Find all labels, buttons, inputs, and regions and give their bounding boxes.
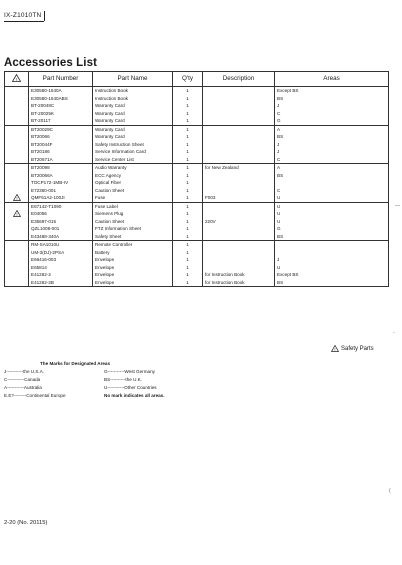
quantity-cell: 1 bbox=[173, 202, 203, 210]
areas-cell: G bbox=[275, 225, 389, 233]
safety-cell bbox=[5, 225, 29, 233]
column-header: Description bbox=[203, 72, 275, 87]
description-cell: F003 bbox=[203, 194, 275, 202]
part-number-cell: E30580-1540ABS bbox=[29, 95, 93, 103]
areas-cell: BS bbox=[275, 95, 389, 103]
part-name-cell: Warranty Card bbox=[93, 110, 173, 118]
mark-right: BS----------the U.K. bbox=[104, 377, 143, 382]
safety-cell bbox=[5, 110, 29, 118]
page-footer: 2-20 (No. 20115) bbox=[4, 520, 48, 526]
quantity-cell: 1 bbox=[173, 264, 203, 272]
description-cell bbox=[203, 241, 275, 249]
table-row bbox=[5, 133, 389, 141]
svg-text:!: ! bbox=[15, 196, 18, 202]
safety-cell bbox=[5, 156, 29, 164]
part-number-cell: QMF51A2-100JI bbox=[29, 194, 93, 202]
description-cell bbox=[203, 264, 275, 272]
part-number-cell: E41262-2B bbox=[29, 279, 93, 287]
table-row bbox=[5, 225, 389, 233]
areas-cell bbox=[275, 241, 389, 249]
part-number-cell: E65814 bbox=[29, 264, 93, 272]
part-name-cell: Service Information Card bbox=[93, 148, 173, 156]
safety-cell bbox=[5, 264, 29, 272]
table-row bbox=[5, 218, 389, 226]
description-cell: for New Zealand bbox=[203, 164, 275, 172]
safety-cell bbox=[5, 117, 29, 125]
part-number-cell: E35697-015 bbox=[29, 218, 93, 226]
description-cell bbox=[203, 156, 275, 164]
safety-cell bbox=[5, 102, 29, 110]
warning-triangle-icon bbox=[12, 74, 21, 82]
part-name-cell: Instruction Book bbox=[93, 87, 173, 95]
part-number-cell: E43488-340A bbox=[29, 233, 93, 241]
quantity-cell: 1 bbox=[173, 233, 203, 241]
safety-triangle-icon bbox=[13, 210, 21, 217]
quantity-cell: 1 bbox=[173, 125, 203, 133]
safety-cell bbox=[5, 164, 29, 172]
quantity-cell: 1 bbox=[173, 179, 203, 187]
description-cell bbox=[203, 187, 275, 195]
quantity-cell: 1 bbox=[173, 117, 203, 125]
table-row bbox=[5, 102, 389, 110]
quantity-cell: 1 bbox=[173, 256, 203, 264]
description-cell bbox=[203, 95, 275, 103]
areas-cell: A bbox=[275, 125, 389, 133]
safety-cell bbox=[5, 271, 29, 279]
part-number-cell: BT20044F bbox=[29, 141, 93, 149]
areas-cell: U bbox=[275, 210, 389, 218]
areas-cell: BS bbox=[275, 133, 389, 141]
areas-cell: J bbox=[275, 141, 389, 149]
description-cell bbox=[203, 179, 275, 187]
safety-parts-label: Safety Parts bbox=[341, 346, 374, 353]
safety-cell bbox=[5, 125, 29, 133]
areas-cell bbox=[275, 179, 389, 187]
part-name-cell: FTZ Information Sheet bbox=[93, 225, 173, 233]
margin-mark: ( bbox=[389, 488, 391, 494]
table-row bbox=[5, 125, 389, 133]
column-header: Part Number bbox=[29, 72, 93, 87]
safety-cell bbox=[5, 87, 29, 95]
part-number-cell: BT20066 bbox=[29, 133, 93, 141]
quantity-cell: 1 bbox=[173, 279, 203, 287]
part-name-cell: Caution Sheet bbox=[93, 218, 173, 226]
table-row bbox=[5, 264, 389, 272]
areas-cell: G bbox=[275, 117, 389, 125]
safety-cell bbox=[5, 210, 29, 218]
description-cell bbox=[203, 133, 275, 141]
quantity-cell: 1 bbox=[173, 148, 203, 156]
mark-left: E.E?--------Continental Europe bbox=[4, 393, 66, 398]
safety-cell bbox=[5, 241, 29, 249]
part-name-cell: Envelope bbox=[93, 264, 173, 272]
part-number-cell: BT-20025K bbox=[29, 110, 93, 118]
margin-mark: — bbox=[395, 203, 400, 209]
areas-cell bbox=[275, 249, 389, 257]
quantity-cell: 1 bbox=[173, 225, 203, 233]
table-row bbox=[5, 194, 389, 202]
description-cell bbox=[203, 172, 275, 180]
model-number: IX-Z1010TN bbox=[4, 12, 42, 19]
description-cell: for Instruction Book bbox=[203, 279, 275, 287]
areas-cell: J bbox=[275, 102, 389, 110]
description-cell: for Instruction Book bbox=[203, 271, 275, 279]
table-row bbox=[5, 110, 389, 118]
safety-cell bbox=[5, 233, 29, 241]
warning-triangle-icon bbox=[331, 345, 339, 352]
areas-cell: J bbox=[275, 256, 389, 264]
table-row bbox=[5, 279, 389, 287]
table-row bbox=[5, 95, 389, 103]
areas-cell: U bbox=[275, 264, 389, 272]
safety-cell bbox=[5, 141, 29, 149]
margin-mark: - bbox=[393, 330, 395, 336]
safety-cell bbox=[5, 249, 29, 257]
table-row bbox=[5, 141, 389, 149]
part-number-cell: E66416-003 bbox=[29, 256, 93, 264]
table-row bbox=[5, 148, 389, 156]
part-name-cell: Warranty Card bbox=[93, 117, 173, 125]
description-cell bbox=[203, 225, 275, 233]
part-number-cell: QZL1008-001 bbox=[29, 225, 93, 233]
part-number-cell: E04056 bbox=[29, 210, 93, 218]
quantity-cell: 1 bbox=[173, 172, 203, 180]
part-name-cell: Optical Fiber bbox=[93, 179, 173, 187]
quantity-cell: 1 bbox=[173, 133, 203, 141]
part-name-cell: Warranty Card bbox=[93, 125, 173, 133]
part-name-cell: Envelope bbox=[93, 271, 173, 279]
quantity-cell: 1 bbox=[173, 210, 203, 218]
quantity-cell: 1 bbox=[173, 102, 203, 110]
quantity-cell: 1 bbox=[173, 156, 203, 164]
table-row bbox=[5, 202, 389, 210]
part-name-cell: Envelope bbox=[93, 279, 173, 287]
part-name-cell: Safety Sheet bbox=[93, 233, 173, 241]
safety-cell bbox=[5, 179, 29, 187]
safety-column-header bbox=[5, 72, 29, 87]
part-name-cell: Caution Sheet bbox=[93, 187, 173, 195]
part-name-cell: ECC Agency bbox=[93, 172, 173, 180]
table-row bbox=[5, 179, 389, 187]
quantity-cell: 1 bbox=[173, 249, 203, 257]
svg-text:!: ! bbox=[334, 346, 336, 352]
areas-cell: C bbox=[275, 156, 389, 164]
areas-cell: J bbox=[275, 148, 389, 156]
mark-note: No mark indicates all areas. bbox=[104, 393, 165, 398]
table-row bbox=[5, 117, 389, 125]
part-number-cell: BT20066A bbox=[29, 172, 93, 180]
safety-cell bbox=[5, 187, 29, 195]
description-cell bbox=[203, 141, 275, 149]
part-name-cell: Warranty Card bbox=[93, 133, 173, 141]
description-cell bbox=[203, 210, 275, 218]
description-cell: 220V bbox=[203, 218, 275, 226]
safety-cell bbox=[5, 279, 29, 287]
table-row bbox=[5, 172, 389, 180]
areas-cell: BS bbox=[275, 233, 389, 241]
description-cell bbox=[203, 249, 275, 257]
areas-cell: Except BS bbox=[275, 271, 389, 279]
areas-cell: BS bbox=[275, 172, 389, 180]
quantity-cell: 1 bbox=[173, 218, 203, 226]
part-name-cell: Fuse Label bbox=[93, 202, 173, 210]
safety-cell bbox=[5, 256, 29, 264]
mark-left: A-----------Australia bbox=[4, 385, 42, 390]
safety-parts-legend bbox=[331, 345, 374, 352]
description-cell bbox=[203, 87, 275, 95]
part-number-cell: E30580-1540A bbox=[29, 87, 93, 95]
accessories-table-body bbox=[5, 87, 389, 287]
marks-title: The Marks for Designated Areas bbox=[40, 361, 111, 366]
part-name-cell: Instruction Book bbox=[93, 95, 173, 103]
part-name-cell: Audio Warranty bbox=[93, 164, 173, 172]
areas-cell: Except BS bbox=[275, 87, 389, 95]
description-cell bbox=[203, 256, 275, 264]
table-row bbox=[5, 87, 389, 95]
description-cell bbox=[203, 233, 275, 241]
description-cell bbox=[203, 110, 275, 118]
page-title: Accessories List bbox=[4, 57, 98, 69]
description-cell bbox=[203, 102, 275, 110]
part-number-cell: BT20671A bbox=[29, 156, 93, 164]
table-row bbox=[5, 164, 389, 172]
table-row bbox=[5, 233, 389, 241]
mark-right: U-----------Other Countries bbox=[104, 385, 157, 390]
areas-cell: A bbox=[275, 164, 389, 172]
quantity-cell: 1 bbox=[173, 194, 203, 202]
areas-cell: C bbox=[275, 110, 389, 118]
part-name-cell: Warranty Card bbox=[93, 102, 173, 110]
mark-left: C-----------Canada bbox=[4, 377, 41, 382]
accessories-table bbox=[4, 71, 389, 287]
safety-cell bbox=[5, 133, 29, 141]
part-number-cell: TOCP172-1MB-IV bbox=[29, 179, 93, 187]
table-row bbox=[5, 249, 389, 257]
quantity-cell: 1 bbox=[173, 187, 203, 195]
safety-cell bbox=[5, 148, 29, 156]
areas-cell: C bbox=[275, 187, 389, 195]
safety-triangle-icon bbox=[13, 194, 21, 201]
svg-text:!: ! bbox=[15, 212, 18, 218]
table-row bbox=[5, 256, 389, 264]
part-number-cell: UM-3(DJ)-2PSA bbox=[29, 249, 93, 257]
part-name-cell: Safety Instruction Sheet bbox=[93, 141, 173, 149]
quantity-cell: 1 bbox=[173, 95, 203, 103]
part-name-cell: Envelope bbox=[93, 256, 173, 264]
part-number-cell: E41262-2 bbox=[29, 271, 93, 279]
quantity-cell: 1 bbox=[173, 141, 203, 149]
table-row bbox=[5, 187, 389, 195]
mark-right: G-----------West Germany bbox=[104, 369, 155, 374]
safety-cell bbox=[5, 218, 29, 226]
part-name-cell: Siemens Plug bbox=[93, 210, 173, 218]
description-cell bbox=[203, 125, 275, 133]
table-row bbox=[5, 156, 389, 164]
mark-left: J-----------the U.S.A. bbox=[4, 369, 45, 374]
quantity-cell: 1 bbox=[173, 241, 203, 249]
part-number-cell: BT20029C bbox=[29, 125, 93, 133]
description-cell bbox=[203, 202, 275, 210]
table-row bbox=[5, 271, 389, 279]
description-cell bbox=[203, 148, 275, 156]
part-number-cell: BT20098 bbox=[29, 164, 93, 172]
areas-cell: U bbox=[275, 194, 389, 202]
svg-text:!: ! bbox=[15, 78, 18, 83]
description-cell bbox=[203, 117, 275, 125]
part-number-cell: BT-20117 bbox=[29, 117, 93, 125]
quantity-cell: 1 bbox=[173, 271, 203, 279]
part-name-cell: Fuse bbox=[93, 194, 173, 202]
quantity-cell: 1 bbox=[173, 164, 203, 172]
column-header: Areas bbox=[275, 72, 389, 87]
part-number-cell: E72360-001 bbox=[29, 187, 93, 195]
table-row bbox=[5, 241, 389, 249]
model-divider bbox=[44, 11, 45, 21]
part-number-cell: E67142-T1090 bbox=[29, 202, 93, 210]
areas-cell: BS bbox=[275, 279, 389, 287]
areas-cell: U bbox=[275, 202, 389, 210]
column-header: Part Name bbox=[93, 72, 173, 87]
safety-cell bbox=[5, 172, 29, 180]
part-name-cell: Service Center List bbox=[93, 156, 173, 164]
part-name-cell: Battery bbox=[93, 249, 173, 257]
areas-cell: U bbox=[275, 218, 389, 226]
part-number-cell: RM-SA1010U bbox=[29, 241, 93, 249]
quantity-cell: 1 bbox=[173, 87, 203, 95]
safety-cell bbox=[5, 95, 29, 103]
safety-cell bbox=[5, 202, 29, 210]
part-number-cell: BT-20048C bbox=[29, 102, 93, 110]
model-underline bbox=[4, 21, 44, 22]
table-row bbox=[5, 210, 389, 218]
quantity-cell: 1 bbox=[173, 110, 203, 118]
column-header: Q'ty bbox=[173, 72, 203, 87]
part-number-cell: BT20186 bbox=[29, 148, 93, 156]
part-name-cell: Remote Controller bbox=[93, 241, 173, 249]
table-header-row bbox=[5, 72, 389, 87]
safety-cell bbox=[5, 194, 29, 202]
